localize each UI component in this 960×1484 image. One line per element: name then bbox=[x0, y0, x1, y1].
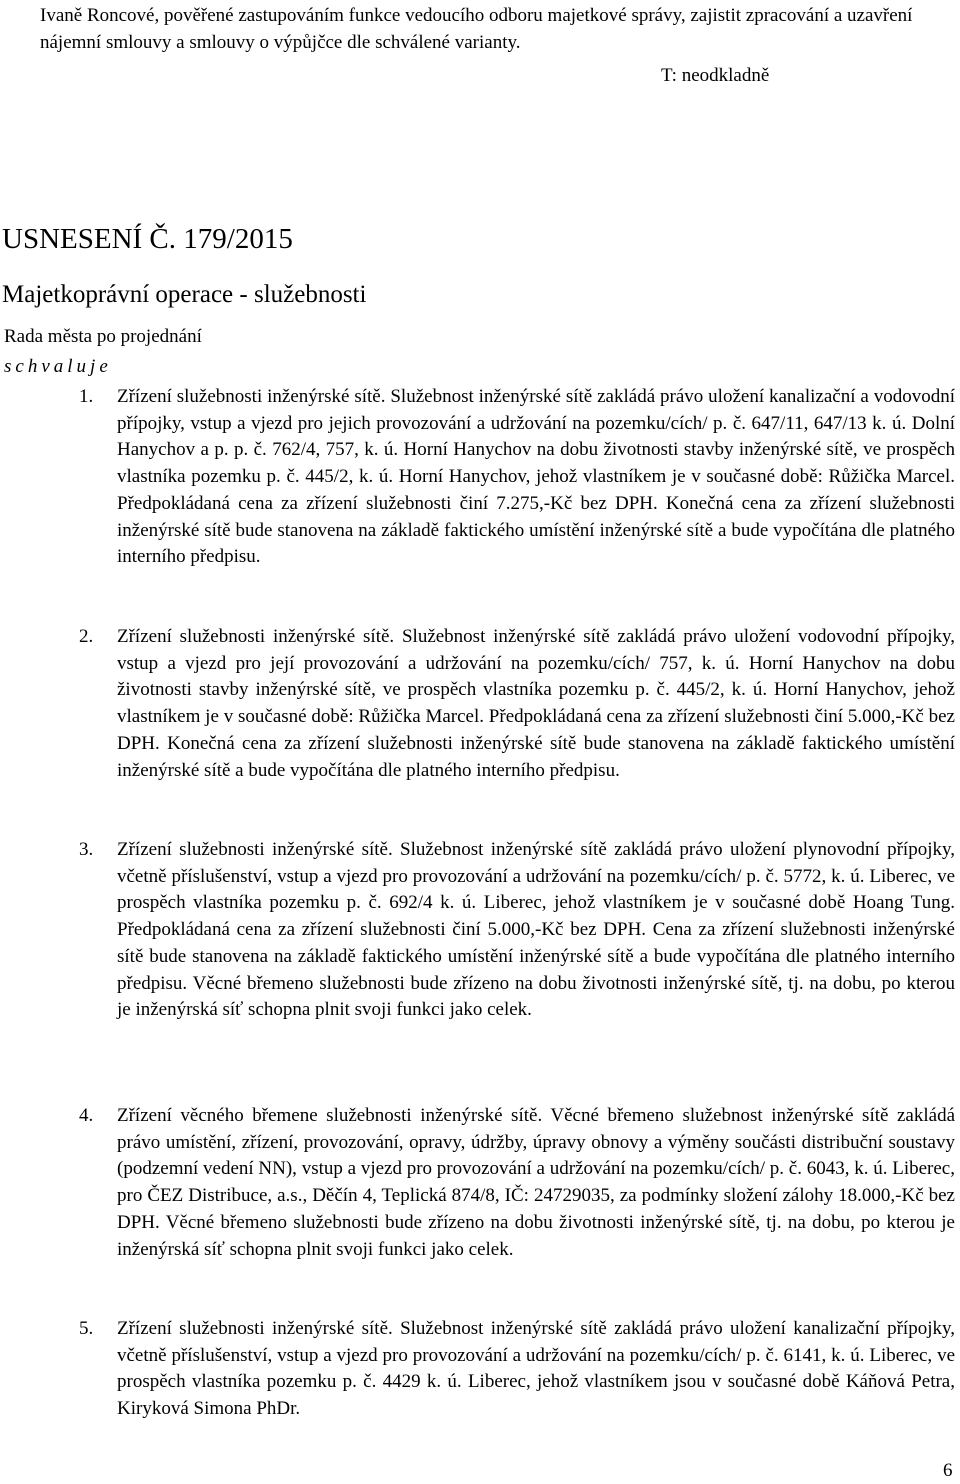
item-number: 4. bbox=[79, 1105, 94, 1126]
resolution-title: USNESENÍ Č. 179/2015 bbox=[2, 223, 293, 255]
item-number: 3. bbox=[79, 839, 94, 860]
council-line: Rada města po projednání bbox=[4, 326, 202, 347]
item-number: 2. bbox=[79, 626, 94, 647]
intro-paragraph: Ivaně Roncové, pověřené zastupováním funkce vedoucího odboru majetkové správy, zajistit zpracování a uzavření nájemní smlouvy a smlouvy o výpůjčce dle schválené varianty. bbox=[40, 5, 913, 53]
item-text: Zřízení služebnosti inženýrské sítě. Služebnost inženýrské sítě zakládá právo uložení vodovodní přípojky, vstup a vjezd pro její provozování a udržování na pozemku/cích/ 757, k. ú. Horní Hanychov na dobu životnosti stavby inženýrské sítě, ve prospěch vlastníka pozemku p. č. 445/2, k. ú. Horní Hanychov, jehož vlastníkem je v současné době: Růžička Marcel. Předpokládaná cena za zřízení služebnosti činí 5.000,-Kč bez DPH. Konečná cena za zřízení služebnosti inženýrské sítě bude stanovena na základě faktického umístění inženýrské sítě a bude vypočítána dle platného interního předpisu. bbox=[117, 626, 955, 781]
approves-verb: schvaluje bbox=[4, 356, 112, 377]
item-text: Zřízení služebnosti inženýrské sítě. Služebnost inženýrské sítě zakládá právo uložení kanalizační přípojky, včetně příslušenství, vstup a vjezd pro provozování a udržování na pozemku/cích/ p. č. 6141, k. ú. Liberec, ve prospěch vlastníka pozemku p. č. 4429 k. ú. Liberec, jehož vlastníkem jsou v současné době Káňová Petra, Kiryková Simona PhDr. bbox=[117, 1318, 955, 1420]
item-text: Zřízení služebnosti inženýrské sítě. Služebnost inženýrské sítě zakládá právo uložení plynovodní přípojky, včetně příslušenství, vstup a vjezd pro provozování a udržování na pozemku/cích/ p. č. 5772, k. ú. Liberec, ve prospěch vlastníka pozemku p. č. 692/4 k. ú. Liberec, jehož vlastníkem je v současné době Hoang Tung. Předpokládaná cena za zřízení služebnosti činí 5.000,-Kč bez DPH. Cena za zřízení služebnosti inženýrské sítě bude stanovena na základě faktického umístění inženýrské sítě a bude vypočítána dle platného interního předpisu. Věcné břemeno služebnosti bude zřízeno na dobu životnosti inženýrské sítě, tj. na dobu, po kterou je inženýrská síť schopna plnit svoji funkci jako celek. bbox=[117, 839, 955, 1021]
item-text: Zřízení věcného břemene služebnosti inženýrské sítě. Věcné břemeno služebnost inženýrské sítě zakládá právo umístění, zřízení, provozování, opravy, údržby, úpravy obnovy a výměny součásti distribuční soustavy (podzemní vedení NN), vstup a vjezd pro provozování a udržování na pozemku/cích/ p. č. 6043, k. ú. Liberec, pro ČEZ Distribuce, a.s., Děčín 4, Teplická 874/8, IČ: 24729035, za podmínky složení zálohy 18.000,-Kč bez DPH. Věcné břemeno služebnosti bude zřízeno na dobu životnosti inženýrské sítě, tj. na dobu, po kterou je inženýrská síť schopna plnit svoji funkci jako celek. bbox=[117, 1105, 955, 1260]
item-number: 5. bbox=[79, 1318, 94, 1339]
page-number: 6 bbox=[943, 1460, 953, 1481]
item-number: 1. bbox=[79, 386, 94, 407]
item-text: Zřízení služebnosti inženýrské sítě. Služebnost inženýrské sítě zakládá právo uložení kanalizační a vodovodní přípojky, vstup a vjezd pro jejich provozování a udržování na pozemku/cích/ p. č. 647/11, 647/13 k. ú. Dolní Hanychov a p. p. č. 762/4, 757, k. ú. Horní Hanychov na dobu životnosti stavby inženýrské sítě, ve prospěch vlastníka pozemku p. č. 445/2, k. ú. Horní Hanychov, jehož vlastníkem je v současné době: Růžička Marcel. Předpokládaná cena za zřízení služebnosti činí 7.275,-Kč bez DPH. Konečná cena za zřízení služebnosti inženýrské sítě bude stanovena na základě faktického umístění inženýrské sítě a bude vypočítána dle platného interního předpisu. bbox=[117, 386, 955, 568]
topic-title: Majetkoprávní operace - služebnosti bbox=[2, 281, 367, 308]
deadline-note: T: neodkladně bbox=[661, 65, 770, 86]
